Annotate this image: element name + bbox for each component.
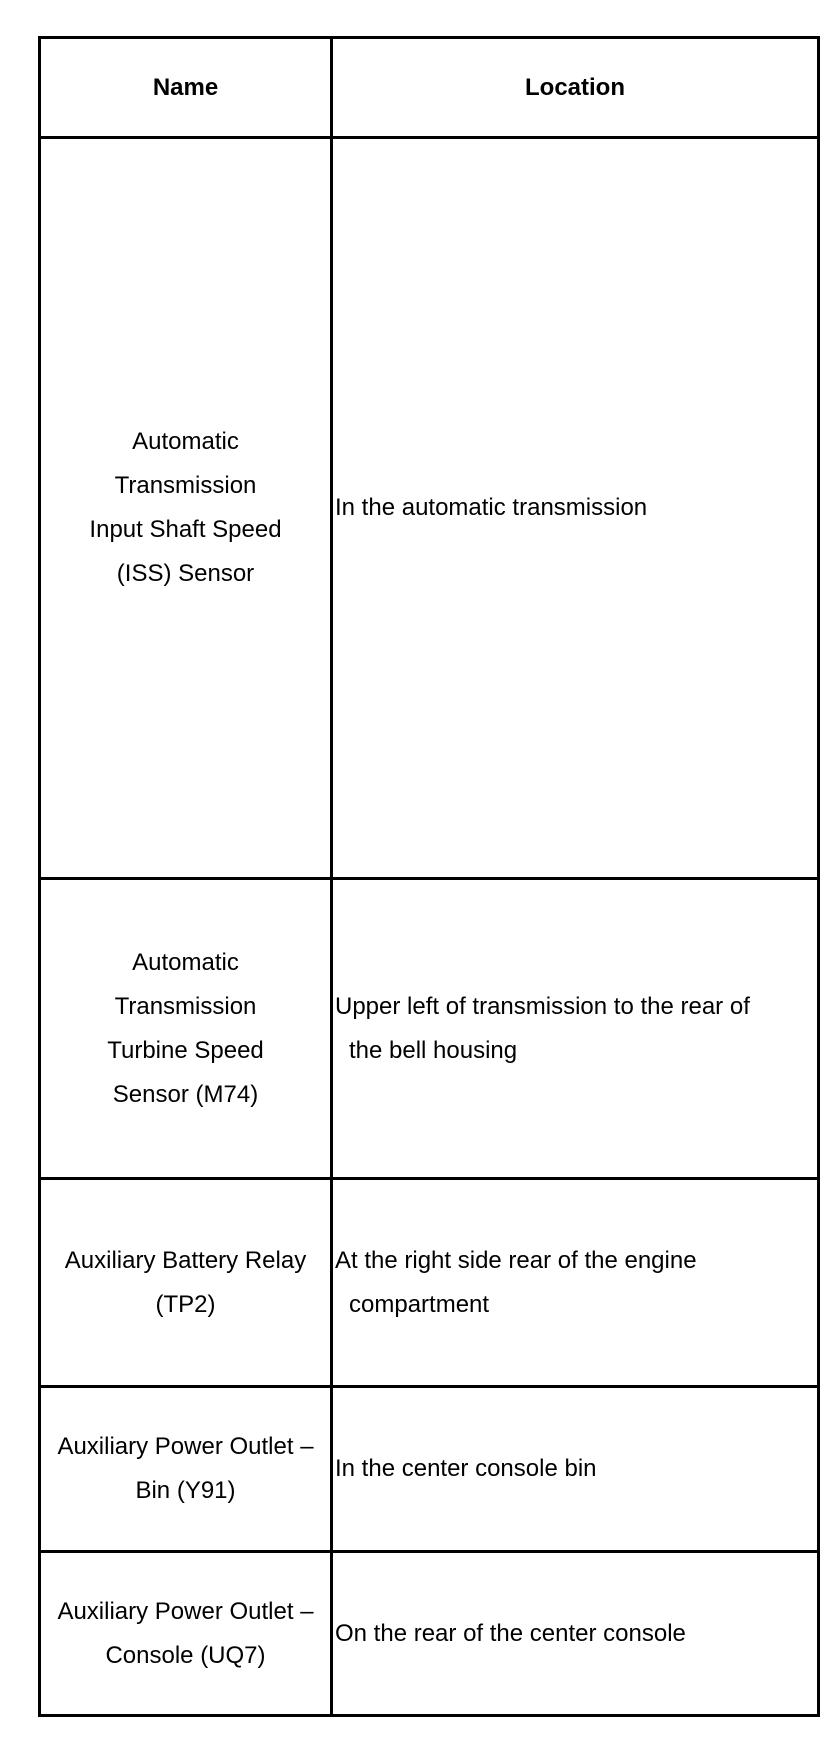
table-row [40,879,819,1179]
location-cell [332,138,819,879]
name-line: Input Shaft Speed [89,516,282,544]
location-line: At the right side rear of the engine [335,1246,697,1274]
name-cell [40,879,332,1179]
name-line: (ISS) Sensor [116,560,255,588]
location-line: Upper left of transmission to the rear of [335,992,750,1020]
table-row [40,1387,819,1552]
location-cell [332,1552,819,1716]
name-cell [40,1552,332,1716]
location-cell [332,1387,819,1552]
header-row [40,38,819,138]
location-line: the bell housing [349,1036,518,1064]
location-line: In the center console bin [335,1455,597,1483]
location-cell [332,1178,819,1386]
header-location: Location [332,38,819,138]
component-location-table [38,36,820,1717]
name-line: Auxiliary Power Outlet – [57,1597,314,1625]
name-cell [40,138,332,879]
location-line: compartment [349,1290,490,1318]
name-line: Console (UQ7) [105,1641,266,1669]
name-line: Automatic [132,948,239,976]
name-cell [40,1178,332,1386]
header-name: Name [40,38,332,138]
location-cell [332,879,819,1179]
table-row [40,1178,819,1386]
table-row [40,138,819,879]
name-line: Bin (Y91) [135,1477,236,1505]
name-cell [40,1387,332,1552]
name-line: Transmission [114,992,257,1020]
name-line: Turbine Speed [107,1036,264,1064]
location-line: In the automatic transmission [335,494,648,522]
table-row [40,1552,819,1716]
name-line: Auxiliary Battery Relay [64,1246,307,1274]
name-line: (TP2) [155,1290,216,1318]
name-line: Automatic [132,428,239,456]
name-line: Auxiliary Power Outlet – [57,1433,314,1461]
name-line: Sensor (M74) [112,1080,259,1108]
name-line: Transmission [114,472,257,500]
location-line: On the rear of the center console [335,1619,686,1647]
